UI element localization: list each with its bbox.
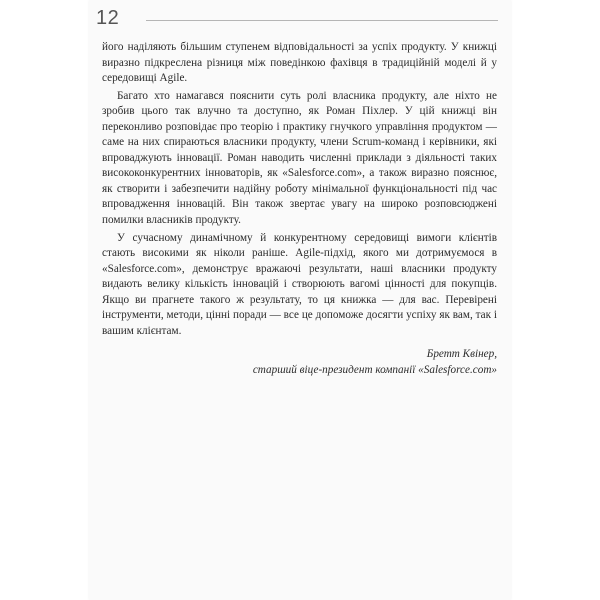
page-header xyxy=(96,6,498,36)
paragraph-about-author: Багато хто намагався пояснити суть ролі власника продукту, але ніхто не зробив цього так влучно та доступно, як Роман Піхлер. У цій книжці він переконливо розповідає про теорію і практику гнучкого управління продуктом — саме на них спираються власники продукту, члени Scrum-команд і керівники, які впроваджують інновації. Роман наводить численні приклади з діяльності таких висококонкурентних інноваторів, як «Salesforce.com», а також виразно пояснює, як створити і забезпечити надійну роботу мінімальної функціональності під час впровадження інновацій. Він також звертає увагу на широко розповсюджені помилки власників продукту. xyxy=(102,89,497,227)
signature-block xyxy=(197,347,497,378)
page-number: 12 xyxy=(96,7,120,29)
paragraph-recommendation: У сучасному динамічному й конкурентному середовищі вимоги клієнтів стають високими як ніколи раніше. Agile-підхід, якого ми дотримуємося в «Salesforce.com», демонструє вражаючі результати, наші власники продукту видають велику кількість інновацій і створюють вагомі цінності для покупців. Якщо ви прагнете такого ж результату, то ця книжка — для вас. Перевірені інструменти, методи, цінні поради — все це допоможе досягти успіху як вам, так і вашим клієнтам. xyxy=(102,231,497,337)
signature-name: Бретт Квінер, xyxy=(426,348,497,360)
paragraph-continuation: його наділяють більшим ступенем відповідальності за успіх продукту. У книжці виразно підкреслена різниця між поведінкою фахівця в традиційній моделі й у середовищі Agile. xyxy=(102,41,497,85)
signature-title: старший віце-президент компанії «Salesforce.com» xyxy=(252,363,497,376)
header-rule xyxy=(146,20,498,21)
body-text xyxy=(102,40,497,339)
